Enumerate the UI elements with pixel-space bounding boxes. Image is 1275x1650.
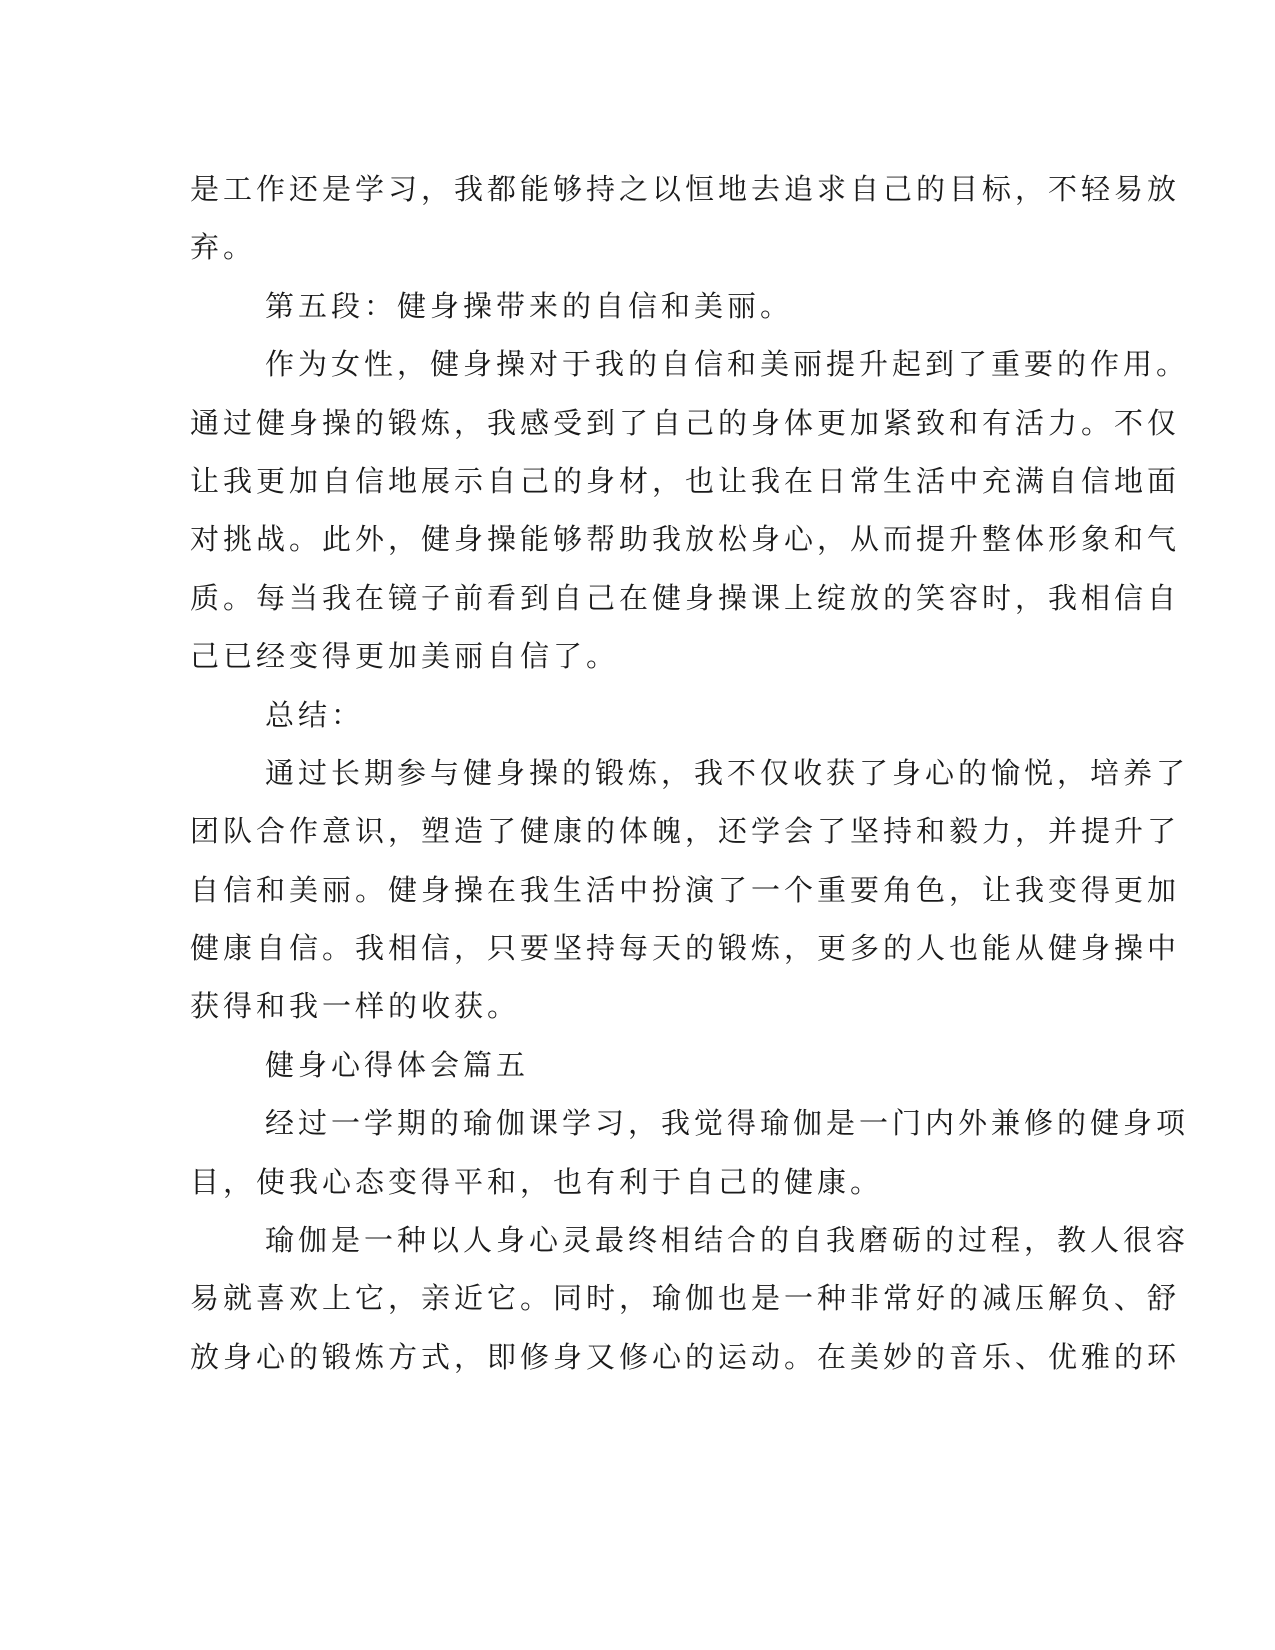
- text-line: 获得和我一样的收获。: [190, 989, 521, 1024]
- text-line: 目，使我心态变得平和，也有利于自己的健康。: [190, 1164, 884, 1199]
- text-line: 通过长期参与健身操的锻炼，我不仅收获了身心的愉悦，培养了: [265, 755, 1190, 790]
- section-heading: 健身心得体会篇五: [265, 1047, 530, 1082]
- text-line: 是工作还是学习，我都能够持之以恒地去追求自己的目标，不轻易放: [190, 172, 1181, 206]
- text-line: 瑜伽是一种以人身心灵最终相结合的自我磨砺的过程，教人很容: [265, 1223, 1190, 1258]
- section-heading: 总结：: [265, 697, 365, 732]
- text-line: 作为女性，健身操对于我的自信和美丽提升起到了重要的作用。: [265, 347, 1190, 382]
- text-line: 弃。: [190, 230, 257, 265]
- text-line: 让我更加自信地展示自己的身材，也让我在日常生活中充满自信地面: [190, 463, 1181, 498]
- section-heading: 第五段：健身操带来的自信和美丽。: [265, 288, 794, 323]
- text-line: 己已经变得更加美丽自信了。: [190, 639, 620, 674]
- text-line: 团队合作意识，塑造了健康的体魄，还学会了坚持和毅力，并提升了: [190, 814, 1181, 849]
- text-line: 易就喜欢上它，亲近它。同时，瑜伽也是一种非常好的减压解负、舒: [190, 1281, 1181, 1316]
- text-line: 健康自信。我相信，只要坚持每天的锻炼，更多的人也能从健身操中: [190, 931, 1181, 966]
- text-line: 自信和美丽。健身操在我生活中扮演了一个重要角色，让我变得更加: [190, 872, 1181, 907]
- text-line: 经过一学期的瑜伽课学习，我觉得瑜伽是一门内外兼修的健身项: [265, 1106, 1190, 1141]
- text-line: 对挑战。此外，健身操能够帮助我放松身心，从而提升整体形象和气: [190, 522, 1181, 557]
- text-line: 放身心的锻炼方式，即修身又修心的运动。在美妙的音乐、优雅的环: [190, 1339, 1181, 1374]
- document-body: [190, 160, 1190, 1386]
- text-line: 通过健身操的锻炼，我感受到了自己的身体更加紧致和有活力。不仅: [190, 405, 1181, 440]
- text-line: 质。每当我在镜子前看到自己在健身操课上绽放的笑容时，我相信自: [190, 580, 1181, 615]
